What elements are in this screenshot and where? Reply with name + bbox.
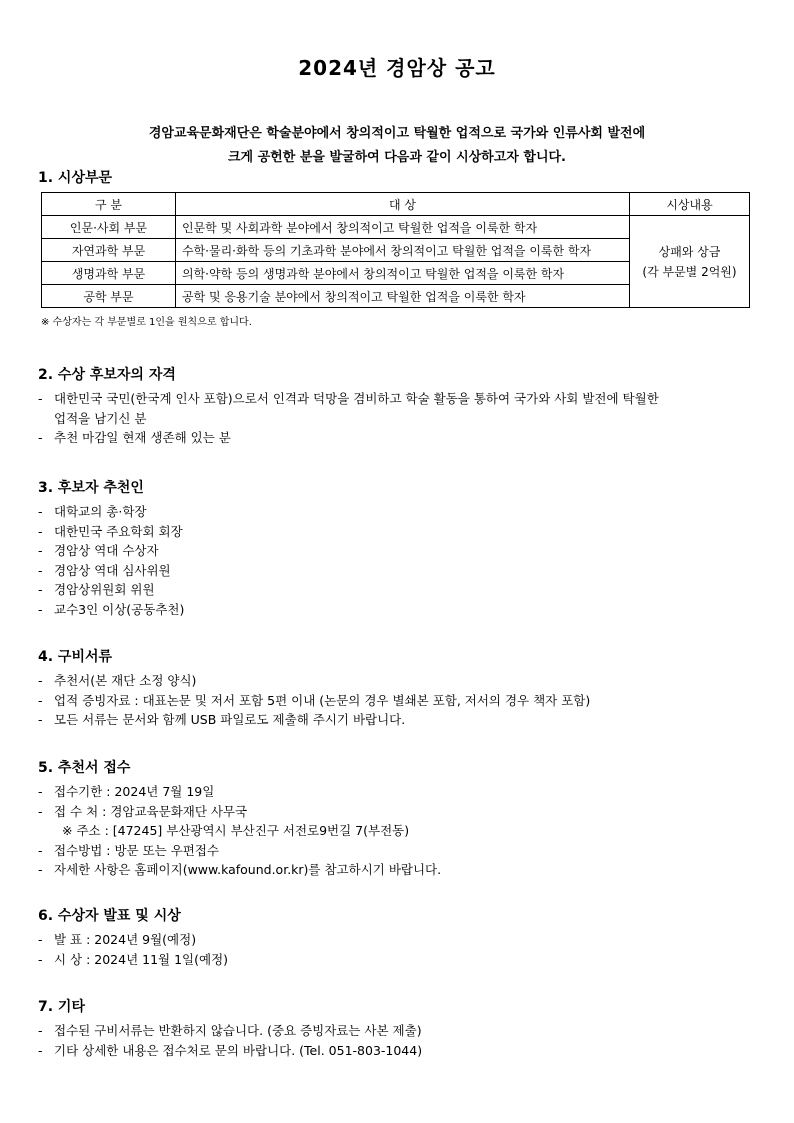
award-content-cell — [630, 216, 750, 308]
section-title: 4. 구비서류 — [38, 649, 113, 665]
dash-marker: - — [38, 692, 43, 708]
list-item-text: 대한민국 주요학회 회장 — [54, 523, 183, 539]
dash-marker: - — [38, 784, 43, 799]
list-item-line-2: 업적을 남기신 분 — [54, 410, 147, 426]
award-note: ※ 수상자는 각 부문별로 1인을 원칙으로 합니다. — [41, 317, 252, 328]
row-category: 자연과학 부문 — [42, 239, 176, 262]
list-item-text: 경암상 역대 수상자 — [54, 543, 159, 559]
list-item — [38, 600, 768, 620]
dash-marker: - — [38, 803, 43, 819]
section-title: 2. 수상 후보자의 자격 — [38, 367, 176, 383]
dash-marker: - — [38, 673, 43, 688]
submission-period: 접수기한 : 2024년 7월 19일 — [54, 784, 215, 799]
list-item-text: 경암상 역대 심사위원 — [54, 562, 171, 578]
section-title: 1. 시상부문 — [38, 170, 113, 186]
list-item — [38, 860, 768, 880]
submission-method: 접수방법 : 방문 또는 우편접수 — [54, 842, 220, 858]
list-item — [38, 841, 768, 861]
list-item — [38, 950, 768, 970]
announce-date: 발 표 : 2024년 9월(예정) — [54, 932, 197, 947]
list-item — [38, 561, 768, 581]
dash-marker: - — [38, 862, 43, 878]
header-target: 대 상 — [176, 193, 630, 216]
list-item — [38, 541, 768, 561]
section-required-documents — [38, 647, 768, 730]
row-target: 의학·약학 등의 생명과학 분야에서 창의적이고 탁월한 업적을 이룩한 학자 — [176, 262, 630, 285]
row-category: 생명과학 부문 — [42, 262, 176, 285]
list-item — [38, 930, 768, 950]
list-item — [38, 1021, 768, 1041]
intro-line-2: 크게 공헌한 분을 발굴하여 다음과 같이 시상하고자 합니다. — [227, 150, 566, 165]
list-item — [38, 821, 768, 841]
section-title: 6. 수상자 발표 및 시상 — [38, 908, 181, 924]
section-title: 7. 기타 — [38, 999, 85, 1015]
list-item-text: 업적 증빙자료 : 대표논문 및 저서 포함 5편 이내 (논문의 경우 별쇄본 포함, 저서의 경우 책자 포함) — [54, 692, 591, 708]
list-item — [38, 710, 768, 730]
list-item-line-1: 대한민국 국민(한국계 인사 포함)으로서 인격과 덕망을 겸비하고 학술 활동을 통하여 국가와 사회 발전에 탁월한 — [54, 391, 659, 406]
section-misc — [38, 997, 768, 1060]
list-item — [38, 1041, 768, 1061]
dash-marker: - — [38, 543, 43, 559]
list-item-text: 대학교의 총·학장 — [54, 504, 147, 519]
section-title: 3. 후보자 추천인 — [38, 480, 144, 496]
award-category-table — [41, 192, 750, 308]
list-item — [38, 782, 768, 802]
award-content-line-2: (각 부문별 2억원) — [642, 264, 737, 279]
section-award-categories — [38, 168, 768, 328]
list-item-text: 기타 상세한 내용은 접수처로 문의 바랍니다. (Tel. 051-803-1044) — [54, 1042, 423, 1058]
ceremony-date: 시 상 : 2024년 11월 1일(예정) — [54, 951, 229, 967]
list-item — [38, 802, 768, 822]
list-item — [38, 671, 768, 691]
list-item — [38, 428, 768, 448]
dash-marker: - — [38, 562, 43, 578]
dash-marker: - — [38, 712, 43, 728]
dash-marker: - — [38, 1023, 43, 1038]
list-item-text: 모든 서류는 문서와 함께 USB 파일로도 제출해 주시기 바랍니다. — [54, 712, 406, 728]
intro-line-1: 경암교육문화재단은 학술분야에서 창의적이고 탁월한 업적으로 국가와 인류사회 발전에 — [148, 126, 646, 141]
table-header-row — [42, 193, 750, 216]
list-item-text: 추천서(본 재단 소정 양식) — [54, 673, 197, 688]
submission-place: 접 수 처 : 경암교육문화재단 사무국 — [54, 803, 248, 819]
dash-marker: - — [38, 932, 43, 947]
section-announcement — [38, 906, 768, 969]
list-item-text: 접수된 구비서류는 반환하지 않습니다. (중요 증빙자료는 사본 제출) — [54, 1023, 422, 1038]
row-target: 공학 및 응용기술 분야에서 창의적이고 탁월한 업적을 이룩한 학자 — [176, 285, 630, 308]
dash-marker: - — [38, 430, 43, 446]
table-row — [42, 216, 750, 239]
dash-marker: - — [38, 523, 43, 539]
row-target: 인문학 및 사회과학 분야에서 창의적이고 탁월한 업적을 이룩한 학자 — [176, 216, 630, 239]
section-eligibility — [38, 365, 768, 448]
row-category: 인문·사회 부문 — [42, 216, 176, 239]
list-item-text: 경암상위원회 위원 — [54, 582, 155, 598]
submission-address: ※ 주소 : [47245] 부산광역시 부산진구 서전로9번길 7(부전동) — [62, 823, 410, 839]
homepage-info: 자세한 사항은 홈페이지(www.kafound.or.kr)를 참고하시기 바랍니다. — [54, 862, 442, 878]
list-item — [38, 691, 768, 711]
list-item-text: 교수3인 이상(공동추천) — [54, 601, 185, 617]
row-target: 수학·물리·화학 등의 기초과학 분야에서 창의적이고 탁월한 업적을 이룩한 학자 — [176, 239, 630, 262]
dash-marker: - — [38, 582, 43, 598]
section-recommenders — [38, 478, 768, 620]
list-item-text: 추천 마감일 현재 생존해 있는 분 — [54, 430, 231, 446]
dash-marker: - — [38, 391, 43, 406]
header-category: 구 분 — [42, 193, 176, 216]
section-submission — [38, 758, 768, 880]
row-category: 공학 부문 — [42, 285, 176, 308]
dash-marker: - — [38, 504, 43, 519]
dash-marker: - — [38, 1042, 43, 1058]
list-item — [38, 389, 768, 428]
list-item — [38, 580, 768, 600]
award-content-line-1: 상패와 상금 — [658, 244, 721, 259]
intro-text — [0, 122, 794, 170]
header-content: 시상내용 — [630, 193, 750, 216]
dash-marker: - — [38, 951, 43, 967]
section-title: 5. 추천서 접수 — [38, 760, 131, 776]
page-title: 2024년 경암상 공고 — [298, 56, 496, 80]
list-item — [38, 522, 768, 542]
list-item — [38, 502, 768, 522]
dash-marker: - — [38, 601, 43, 617]
dash-marker: - — [38, 842, 43, 858]
